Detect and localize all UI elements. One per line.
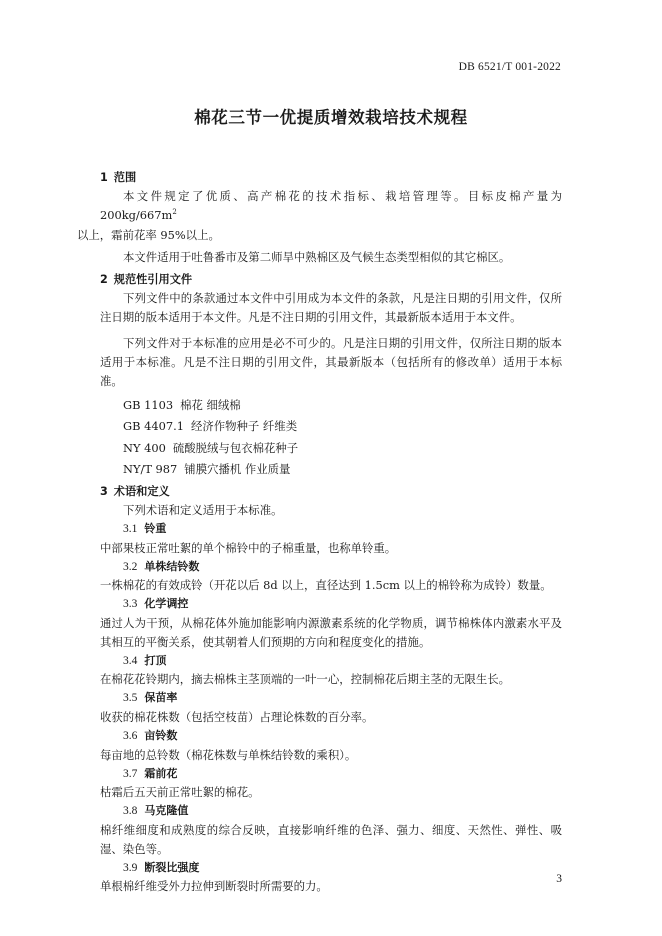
section-3-heading <box>100 482 562 501</box>
scope-paragraph-2: 本文件适用于吐鲁番市及第二师旱中熟棉区及气候生态类型相似的其它棉区。 <box>123 249 511 264</box>
term-heading <box>100 652 562 671</box>
document-title: 棉花三节一优提质增效栽培技术规程 <box>194 108 468 127</box>
reference-code: GB 1103 <box>123 397 174 412</box>
reference-name: 硫酸脱绒与包衣棉花种子 <box>172 440 299 455</box>
term-number: 3.4 <box>123 654 138 667</box>
document-body <box>77 168 562 896</box>
term-heading <box>100 859 562 878</box>
term-number: 3.3 <box>123 598 138 611</box>
section-title: 范围 <box>113 171 137 184</box>
term-definition: 单根棉纤维受外力拉伸到断裂时所需要的力。 <box>100 879 328 894</box>
reference-item <box>100 396 562 415</box>
scope-paragraph-1: 本文件规定了优质、高产棉花的技术指标、栽培管理等。目标皮棉产量为$200kg/667m^2$ 以上，霜前花率 95%以上。 <box>77 189 562 242</box>
reference-name: 棉花 细绒棉 <box>180 397 241 412</box>
term-number: 3.1 <box>123 522 138 535</box>
section-number: 2 <box>100 273 108 287</box>
term-definition: 一株棉花的有效成铃（开花以后 8d 以上，直径达到 1.5cm 以上的棉铃称为成铃）数量。 <box>100 578 552 593</box>
section-2-heading <box>100 270 562 289</box>
term-number: 3.6 <box>123 730 138 742</box>
section-title: 规范性引用文件 <box>113 273 193 287</box>
term-definition: 在棉花花铃期内，摘去棉株主茎顶端的一叶一心，控制棉花后期主茎的无限生长。 <box>100 672 511 687</box>
term-name: 马克隆值 <box>144 804 189 818</box>
term-number: 3.2 <box>123 560 138 573</box>
reference-name: 铺膜穴播机 作业质量 <box>184 462 291 477</box>
term-heading <box>100 765 562 784</box>
page-number: 3 <box>556 873 562 885</box>
term-heading <box>100 558 562 577</box>
reference-code: NY/T 987 <box>123 462 178 477</box>
term-name: 化学调控 <box>144 597 189 611</box>
term-name: 单株结铃数 <box>144 559 200 573</box>
reference-code: GB 4407.1 <box>123 419 184 434</box>
term-name: 亩铃数 <box>144 729 178 742</box>
term-heading <box>100 595 562 614</box>
term-definition: 棉纤维细度和成熟度的综合反映，直接影响纤维的色泽、强力、细度、天然性、弹性、吸湿、染色等。 <box>100 822 562 856</box>
reference-name: 经济作物种子 纤维类 <box>190 419 298 434</box>
term-definition: 枯霜后五天前正常吐絮的棉花。 <box>100 785 260 800</box>
normative-paragraph-1: 下列文件中的条款通过本文件中引用成为本文件的条款，凡是注日期的引用文件，仅所注日期的版本适用于本文件。凡是不注日期的引用文件，其最新版本适用于本文件。 <box>100 291 562 325</box>
term-name: 断裂比强度 <box>144 860 200 874</box>
section-1-heading <box>100 168 562 187</box>
term-name: 铃重 <box>144 521 167 535</box>
reference-item <box>100 417 562 436</box>
term-name: 保苗率 <box>144 691 178 705</box>
term-heading <box>100 727 562 746</box>
standard-code: DB 6521/T 001-2022 <box>458 61 561 73</box>
term-number: 3.9 <box>123 861 138 874</box>
term-number: 3.7 <box>123 767 138 780</box>
term-name: 霜前花 <box>144 766 178 780</box>
term-heading <box>100 802 562 821</box>
term-number: 3.8 <box>123 805 138 818</box>
term-definition: 每亩地的总铃数（棉花株数与单株结铃数的乘积）。 <box>100 747 357 762</box>
term-definition: 收获的棉花株数（包括空枝苗）占理论株数的百分率。 <box>100 709 374 724</box>
terms-intro: 下列术语和定义适用于本标准。 <box>123 502 283 517</box>
reference-item <box>100 460 562 479</box>
section-number: 3 <box>100 484 108 498</box>
reference-code: NY 400 <box>123 440 166 455</box>
term-definition: 中部果枝正常吐絮的单个棉铃中的子棉重量，也称单铃重。 <box>100 540 397 555</box>
section-number: 1 <box>100 171 108 184</box>
term-name: 打顶 <box>144 653 167 667</box>
reference-item <box>100 439 562 458</box>
term-heading <box>100 689 562 708</box>
section-title: 术语和定义 <box>113 484 170 498</box>
normative-paragraph-2: 下列文件对于本标准的应用是必不可少的。凡是注日期的引用文件，仅所注日期的版本适用于本标准。凡是不注日期的引用文件，其最新版本（包括所有的修改单）适用于本标准。 <box>100 335 562 389</box>
term-heading <box>100 520 562 539</box>
term-number: 3.5 <box>123 692 138 705</box>
term-definition: 通过人为干预，从棉花体外施加能影响内源激素系统的化学物质，调节棉株体内激素水平及其相互的平衡关系，使其朝着人们预期的方向和程度变化的措施。 <box>100 615 562 649</box>
